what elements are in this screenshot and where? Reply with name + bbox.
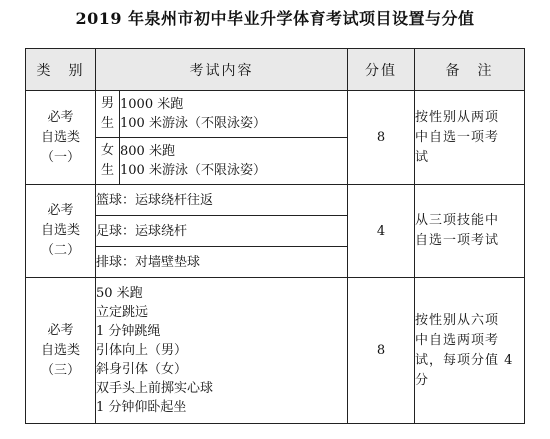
group2-item-volleyball: 排球：对墙壁垫球 [96,247,348,278]
group2-category: 必考 自选类 （二） [26,185,96,278]
group3-note: 按性别从六项 中自选两项考 试，每项分值 4 分 [415,278,525,424]
header-category: 类 别 [26,49,96,91]
group1-note: 按性别从两项 中自选一项考 试 [415,91,525,185]
group3-category: 必考 自选类 （三） [26,278,96,424]
header-note: 备 注 [415,49,525,91]
group2-item-football: 足球：运球绕杆 [96,216,348,247]
group3-items: 50 米跑 立定跳远 1 分钟跳绳 引体向上（男） 斜身引体（女） 双手头上前掷实心球 1 分钟仰卧起坐 [96,278,348,424]
header-score: 分值 [348,49,415,91]
female-items: 800 米跑 100 米游泳（不限泳姿） [120,138,348,185]
male-items: 1000 米跑 100 米游泳（不限泳姿） [120,91,348,138]
page-title: 2019 年泉州市初中毕业升学体育考试项目设置与分值 [75,9,475,28]
table-header-row [26,49,525,91]
table-row [26,185,525,216]
group1-score: 8 [348,91,415,185]
exam-table [25,48,525,424]
female-label: 女 生 [96,138,120,185]
group1-category: 必考 自选类 （一） [26,91,96,185]
table-row [26,91,525,138]
table-row [26,278,525,424]
male-label: 男 生 [96,91,120,138]
group3-score: 8 [348,278,415,424]
group2-note: 从三项技能中 自选一项考试 [415,185,525,278]
group2-item-basketball: 篮球：运球绕杆往返 [96,185,348,216]
group2-score: 4 [348,185,415,278]
header-content: 考试内容 [96,49,348,91]
